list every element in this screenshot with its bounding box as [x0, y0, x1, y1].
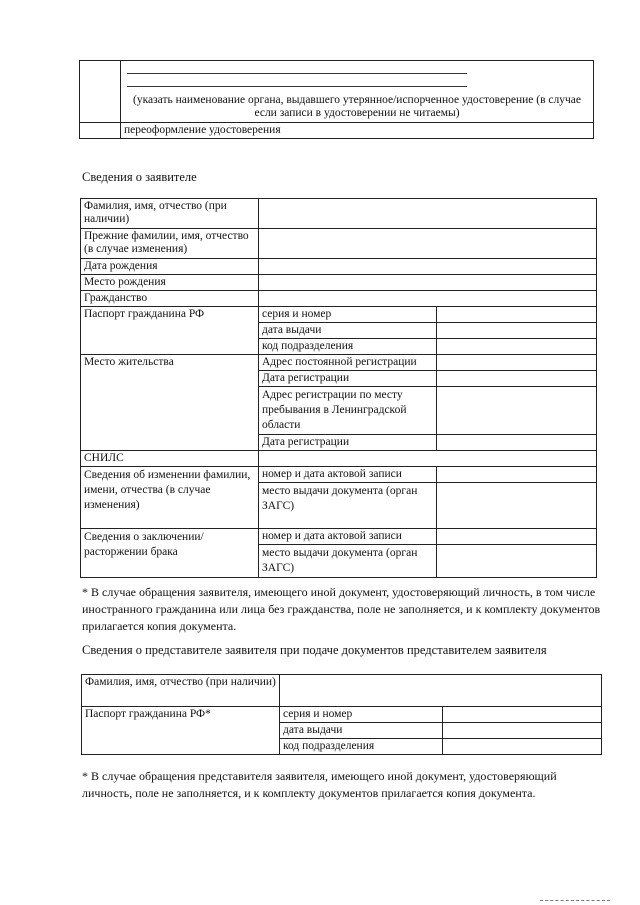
representative-table	[81, 674, 602, 755]
instruction-text: (указать наименование органа, выдавшего утерянное/испорченное удостоверение (в случае если записи в удостоверении не читаемы)	[133, 94, 581, 119]
passport-issue-date-value[interactable]	[437, 323, 597, 339]
footer-mark	[540, 900, 610, 901]
issue-place-label: место выдачи документа (орган ЗАГС)	[259, 483, 437, 529]
top-table-empty-cell	[80, 123, 121, 139]
rep-full-name-value[interactable]	[280, 675, 602, 707]
record-number-label: номер и дата актовой записи	[259, 467, 437, 483]
registration-date-label: Дата регистрации	[259, 371, 437, 387]
birth-place-value[interactable]	[259, 275, 597, 291]
passport-division-label: код подразделения	[259, 339, 437, 355]
full-name-value[interactable]	[259, 199, 597, 229]
name-change-label: Сведения об изменении фамилии, имени, отчества (в случае изменения)	[81, 467, 259, 529]
stay-registration-date-value[interactable]	[437, 435, 597, 451]
birth-date-label: Дата рождения	[81, 259, 259, 275]
stay-address-label: Адрес регистрации по месту пребывания в Ленинградской области	[259, 387, 437, 435]
rep-passport-label: Паспорт гражданина РФ*	[82, 707, 280, 755]
former-names-value[interactable]	[259, 229, 597, 259]
issue-place-value[interactable]	[437, 483, 597, 529]
birth-date-value[interactable]	[259, 259, 597, 275]
rep-division-value[interactable]	[443, 739, 602, 755]
former-names-label: Прежние фамилии, имя, отчество (в случае изменения)	[81, 229, 259, 259]
fill-line	[127, 86, 467, 87]
top-table-instruction-cell	[121, 61, 594, 123]
full-name-label: Фамилия, имя, отчество (при наличии)	[81, 199, 259, 229]
rep-full-name-label: Фамилия, имя, отчество (при наличии)	[82, 675, 280, 707]
marriage-issue-place-value[interactable]	[437, 545, 597, 578]
rep-series-value[interactable]	[443, 707, 602, 723]
reissue-text: переоформление удостоверения	[121, 123, 594, 139]
applicant-heading: Сведения о заявителе	[82, 170, 197, 184]
registration-date-value[interactable]	[437, 371, 597, 387]
top-table-empty-cell	[80, 61, 121, 123]
marriage-record-label: номер и дата актовой записи	[259, 529, 437, 545]
applicant-table	[80, 198, 597, 578]
passport-series-value[interactable]	[437, 307, 597, 323]
marriage-record-value[interactable]	[437, 529, 597, 545]
permanent-address-value[interactable]	[437, 355, 597, 371]
rep-division-label: код подразделения	[280, 739, 443, 755]
rep-series-label: серия и номер	[280, 707, 443, 723]
citizenship-value[interactable]	[259, 291, 597, 307]
rep-issue-date-value[interactable]	[443, 723, 602, 739]
applicant-note: * В случае обращения заявителя, имеющего иной документ, удостоверяющий личность, в том числе иностранного гражданина или лица без гражданства, поле не заполняется, и к комплекту документов прилагается копия документа.	[82, 585, 601, 633]
record-number-value[interactable]	[437, 467, 597, 483]
residence-label: Место жительства	[81, 355, 259, 451]
permanent-address-label: Адрес постоянной регистрации	[259, 355, 437, 371]
citizenship-label: Гражданство	[81, 291, 259, 307]
passport-series-label: серия и номер	[259, 307, 437, 323]
top-table	[79, 60, 594, 139]
representative-note: * В случае обращения представителя заявителя, имеющего иной документ, удостоверяющий личность, поле не заполняется, и к комплекту документов прилагается копия документа.	[82, 769, 557, 800]
stay-registration-date-label: Дата регистрации	[259, 435, 437, 451]
rep-issue-date-label: дата выдачи	[280, 723, 443, 739]
passport-label: Паспорт гражданина РФ	[81, 307, 259, 355]
representative-heading: Сведения о представителе заявителя при подаче документов представителем заявителя	[82, 643, 547, 657]
snils-value[interactable]	[259, 451, 597, 467]
fill-line	[127, 73, 467, 74]
passport-division-value[interactable]	[437, 339, 597, 355]
stay-address-value[interactable]	[437, 387, 597, 435]
marriage-label: Сведения о заключении/расторжении брака	[81, 529, 259, 578]
snils-label: СНИЛС	[81, 451, 259, 467]
birth-place-label: Место рождения	[81, 275, 259, 291]
passport-issue-date-label: дата выдачи	[259, 323, 437, 339]
marriage-issue-place-label: место выдачи документа (орган ЗАГС)	[259, 545, 437, 578]
